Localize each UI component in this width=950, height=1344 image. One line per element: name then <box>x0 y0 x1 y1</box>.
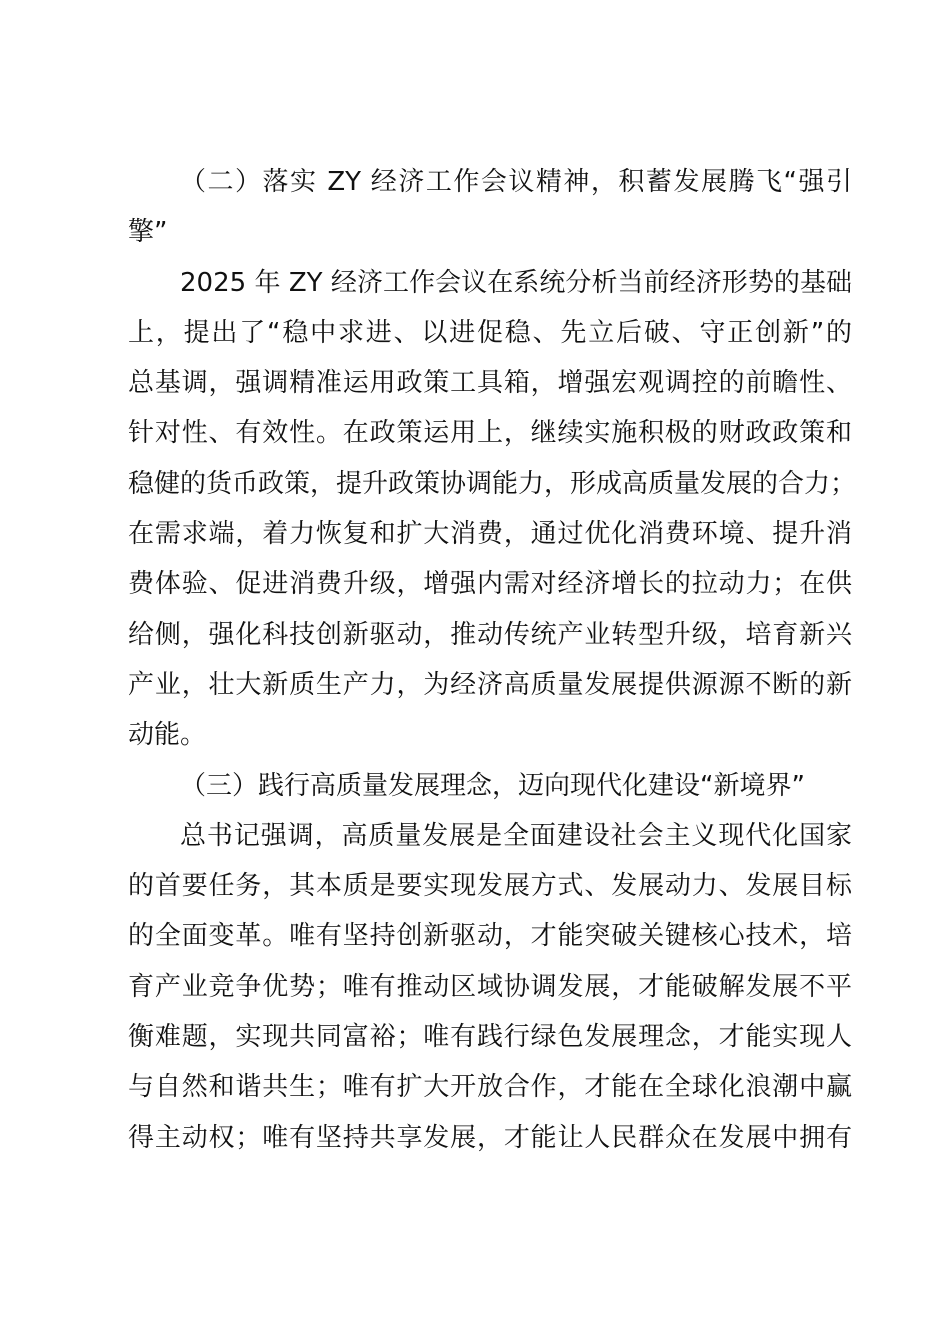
paragraph-line: 费体验、促进消费升级，增强内需对经济增长的拉动力；在供 <box>128 569 852 600</box>
paragraph-line: 的首要任务，其本质是要实现发展方式、发展动力、发展目标 <box>128 871 852 902</box>
paragraph-line: 动能。 <box>128 720 207 751</box>
paragraph-line: 针对性、有效性。在政策运用上，继续实施积极的财政政策和 <box>128 418 852 449</box>
paragraph-line: 得主动权；唯有坚持共享发展，才能让人民群众在发展中拥有 <box>128 1122 852 1153</box>
paragraph-line: 稳健的货币政策，提升政策协调能力，形成高质量发展的合力； <box>128 468 857 499</box>
paragraph-line: 衡难题，实现共同富裕；唯有践行绿色发展理念，才能实现人 <box>128 1022 852 1053</box>
paragraph-line: 总书记强调，高质量发展是全面建设社会主义现代化国家 <box>180 820 852 851</box>
document-body <box>128 157 857 1163</box>
paragraph-line: 给侧，强化科技创新驱动，推动传统产业转型升级，培育新兴 <box>128 619 852 650</box>
section-heading <box>128 157 852 258</box>
section-heading <box>128 761 852 811</box>
paragraph-line: 在需求端，着力恢复和扩大消费，通过优化消费环境、提升消 <box>128 519 852 550</box>
paragraph-line: 的全面变革。唯有坚持创新驱动，才能突破关键核心技术，培 <box>128 921 852 952</box>
paragraph-line: 与自然和谐共生；唯有扩大开放合作，才能在全球化浪潮中赢 <box>128 1072 852 1103</box>
paragraph <box>128 258 857 761</box>
heading-line: 擎” <box>128 217 168 248</box>
paragraph-line: 产业，壮大新质生产力，为经济高质量发展提供源源不断的新 <box>128 669 852 700</box>
paragraph-line: 上，提出了“稳中求进、以进促稳、先立后破、守正创新”的 <box>128 317 852 348</box>
heading-line: （三）践行高质量发展理念，迈向现代化建设“新境界” <box>180 770 805 801</box>
paragraph-line: 2025 年 ZY 经济工作会议在系统分析当前经济形势的基础 <box>180 267 852 298</box>
paragraph-line: 总基调，强调精准运用政策工具箱，增强宏观调控的前瞻性、 <box>128 368 852 399</box>
paragraph-line: 育产业竞争优势；唯有推动区域协调发展，才能破解发展不平 <box>128 971 852 1002</box>
paragraph <box>128 811 852 1163</box>
heading-line: （二）落实 ZY 经济工作会议精神，积蓄发展腾飞“强引 <box>180 167 852 197</box>
